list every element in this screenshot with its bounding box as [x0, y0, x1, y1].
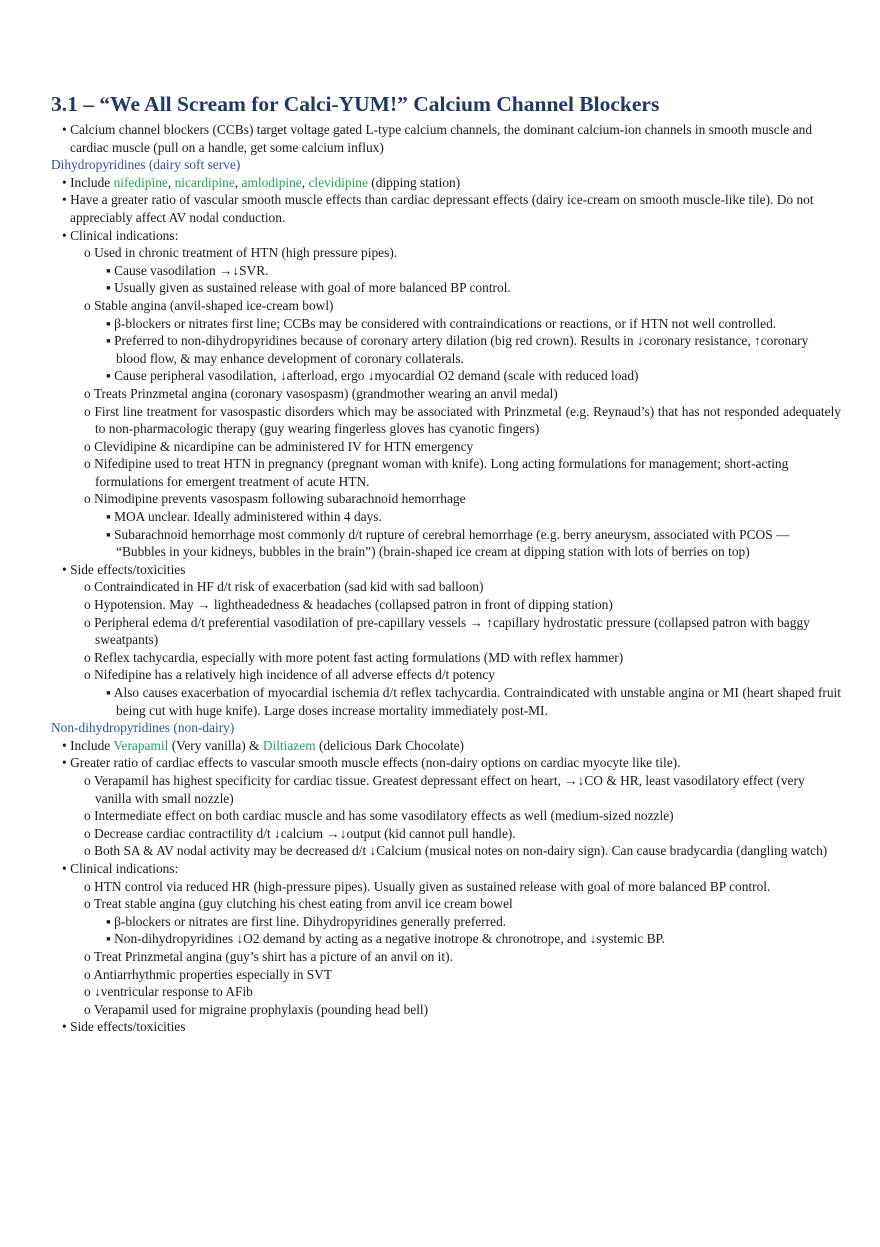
bullet-marker: o: [84, 984, 91, 1000]
item-text: ↓ventricular response to AFib: [94, 984, 253, 1000]
drug-name: Diltiazem: [262, 737, 316, 753]
list-item: [51, 772, 841, 807]
item-text: Calcium channel blockers (CCBs) target voltage gated L-type calcium channels, the dominant calcium-ion channels in smooth muscle and cardiac muscle (pull on a handle, get some calcium influx): [70, 122, 813, 155]
bullet-marker: o: [84, 614, 91, 630]
separator: ,: [234, 174, 242, 190]
item-text: Clinical indications:: [70, 860, 179, 876]
separator: ,: [301, 174, 309, 190]
list-item: [51, 596, 841, 614]
bullet-marker: •: [62, 561, 67, 577]
list-item: [51, 842, 841, 860]
list-item: [51, 121, 841, 156]
list-item: [51, 825, 841, 843]
list-item: [51, 262, 841, 280]
bullet-marker: ▪: [106, 315, 111, 331]
item-text: Clinical indications:: [70, 227, 179, 243]
item-text: Greater ratio of cardiac effects to vascular smooth muscle effects (non-dairy options on cardiac myocyte like tile).: [70, 755, 681, 771]
bullet-marker: o: [84, 649, 91, 665]
item-text: Subarachnoid hemorrhage most commonly d/t rupture of cerebral hemorrhage (e.g. berry aneurysm, associated with PCOS — “Bubbles in your kidneys, bubbles in the brain”) (brain-shaped ice cream at dipping station with lots of berries on top): [114, 526, 790, 560]
bullet-marker: ▪: [106, 262, 111, 278]
item-text: Verapamil used for migraine prophylaxis (pounding head bell): [93, 1001, 429, 1017]
list-item: [51, 983, 841, 1001]
item-text: Intermediate effect on both cardiac muscle and has some vasodilatory effects as well (medium-sized nozzle): [94, 808, 674, 824]
list-item: [51, 578, 841, 596]
list-item: [51, 490, 841, 508]
bullet-marker: ▪: [106, 509, 111, 525]
list-item: [51, 1001, 841, 1019]
item-text: Both SA & AV nodal activity may be decreased d/t ↓Calcium (musical notes on non-dairy sign). Can cause bradycardia (dangling watch): [94, 843, 828, 859]
bullet-marker: ▪: [106, 685, 111, 700]
list-item: [51, 754, 841, 772]
item-text: Cause peripheral vasodilation, ↓afterload, ergo ↓myocardial O2 demand (scale with reduced load): [114, 368, 639, 384]
bullet-marker: o: [84, 1001, 91, 1017]
list-item: [51, 367, 841, 385]
item-text: (delicious Dark Chocolate): [315, 737, 464, 753]
bullet-marker: •: [62, 227, 67, 243]
item-text: Preferred to non-dihydropyridines because of coronary artery dilation (big red crown). Results in ↓coronary resistance, ↑coronary blood flow, & may enhance development of coronary collaterals.: [114, 333, 809, 366]
item-text: Reflex tachycardia, especially with more potent fast acting formulations (MD with reflex hammer): [94, 649, 624, 665]
item-text: Peripheral edema d/t preferential vasodilation of pre-capillary vessels → ↑capillary hydrostatic pressure (collapsed patron with baggy sweatpants): [94, 614, 810, 648]
item-text: Antiarrhythmic properties especially in SVT: [93, 966, 333, 982]
bullet-marker: o: [84, 297, 91, 313]
list-item: [51, 174, 841, 192]
bullet-marker: ▪: [106, 913, 111, 929]
list-item: [51, 614, 841, 649]
item-text: Usually given as sustained release with goal of more balanced BP control.: [114, 280, 511, 296]
list-item: [51, 860, 841, 878]
item-text: Non-dihydropyridines ↓O2 demand by acting as a negative inotrope & chronotrope, and ↓systemic BP.: [114, 931, 665, 947]
item-text: Treat stable angina (guy clutching his chest eating from anvil ice cream bowel: [93, 896, 513, 912]
item-text: Side effects/toxicities: [70, 1019, 186, 1035]
item-text: First line treatment for vasospastic disorders which may be associated with Prinzmetal (e.g. Reynaud’s) that has not responded adequately to non-pharmacologic therapy (guy wearing fingerless gloves has cyanotic fingers): [94, 403, 842, 437]
list-item: [51, 455, 841, 490]
item-text: Hypotension. May → lightheadedness & headaches (collapsed patron in front of dipping station): [94, 597, 613, 613]
list-item: [51, 244, 841, 262]
list-item: [51, 878, 841, 896]
list-item: [51, 948, 841, 966]
item-text: Treat Prinzmetal angina (guy’s shirt has a picture of an anvil on it).: [93, 948, 453, 964]
drug-name: nifedipine: [113, 174, 168, 190]
bullet-marker: •: [62, 755, 67, 771]
bullet-marker: ▪: [106, 931, 111, 947]
drug-name: nicardipine: [174, 174, 235, 190]
bullet-marker: o: [84, 597, 91, 613]
item-text: Nimodipine prevents vasospasm following subarachnoid hemorrhage: [94, 491, 466, 507]
bullet-marker: o: [84, 843, 91, 859]
item-text: Include: [70, 174, 114, 190]
bullet-marker: ▪: [106, 368, 111, 384]
item-text: Treats Prinzmetal angina (coronary vasospasm) (grandmother wearing an anvil medal): [93, 385, 558, 401]
list-item: [51, 508, 841, 526]
bullet-marker: ▪: [106, 333, 111, 349]
item-text: Used in chronic treatment of HTN (high pressure pipes).: [94, 245, 398, 261]
bullet-marker: •: [62, 122, 67, 137]
list-item: [51, 227, 841, 245]
list-item: [51, 191, 841, 226]
bullet-marker: o: [84, 825, 91, 841]
list-item: [51, 403, 841, 438]
list-item: [51, 385, 841, 403]
list-item: [51, 737, 841, 755]
item-text: HTN control via reduced HR (high-pressure pipes). Usually given as sustained release with goal of more balanced BP control.: [94, 878, 771, 894]
bullet-marker: o: [84, 896, 91, 912]
item-text: Side effects/toxicities: [70, 561, 186, 577]
list-item: [51, 966, 841, 984]
item-text: Contraindicated in HF d/t risk of exacerbation (sad kid with sad balloon): [94, 579, 484, 595]
bullet-marker: o: [84, 385, 91, 401]
bullet-marker: o: [84, 456, 91, 472]
list-item: [51, 684, 841, 719]
separator: ,: [167, 174, 175, 190]
list-item: [51, 332, 841, 367]
bullet-marker: o: [84, 245, 91, 261]
item-text: Have a greater ratio of vascular smooth muscle effects than cardiac depressant effects (dairy ice-cream on smooth muscle-like tile). Do not appreciably affect AV nodal conduction.: [70, 192, 814, 225]
list-item: [51, 1018, 841, 1036]
bullet-marker: •: [62, 192, 67, 208]
item-text: Also causes exacerbation of myocardial ischemia d/t reflex tachycardia. Contraindicated with unstable angina or MI (heart shaped fruit being cut with huge knife). Large doses increase mortality immediately post-MI.: [113, 685, 841, 718]
bullet-marker: o: [84, 491, 91, 507]
bullet-marker: ▪: [106, 280, 111, 296]
item-text: (dipping station): [367, 174, 461, 190]
list-item: [51, 895, 841, 913]
page-title: 3.1 – “We All Scream for Calci-YUM!” Calcium Channel Blockers: [51, 92, 660, 116]
item-text: Nifedipine used to treat HTN in pregnancy (pregnant woman with knife). Long acting formulations for management; short-acting formulations for emergent treatment of acute HTN.: [94, 456, 789, 489]
item-text: Verapamil has highest specificity for cardiac tissue. Greatest depressant effect on heart, →↓CO & HR, least vasodilatory effect (very vanilla with small nozzle): [93, 772, 805, 806]
item-text: Decrease cardiac contractility d/t ↓calcium →↓output (kid cannot pull handle).: [94, 825, 516, 841]
item-text: Stable angina (anvil-shaped ice-cream bowl): [94, 297, 334, 313]
list-item: [51, 807, 841, 825]
bullet-marker: •: [62, 1019, 67, 1035]
bullet-marker: o: [84, 667, 91, 683]
bullet-marker: o: [84, 878, 91, 894]
bullet-marker: •: [62, 174, 67, 190]
list-item: [51, 315, 841, 333]
bullet-marker: o: [84, 772, 91, 788]
item-text: β-blockers or nitrates are first line. Dihydropyridines generally preferred.: [114, 913, 507, 929]
bullet-marker: o: [84, 948, 91, 964]
item-text: Include: [70, 737, 114, 753]
bullet-marker: o: [84, 438, 91, 454]
list-item: [51, 438, 841, 456]
list-item: [51, 649, 841, 667]
list-item: [51, 279, 841, 297]
item-text: β-blockers or nitrates first line; CCBs may be considered with contraindications or reactions, or if HTN not well controlled.: [114, 315, 777, 331]
bullet-marker: o: [84, 808, 91, 824]
drug-name: clevidipine: [308, 174, 368, 190]
item-text: (Very vanilla) &: [168, 737, 263, 753]
list-item: [51, 666, 841, 684]
bullet-marker: ▪: [106, 526, 111, 542]
document-body: [51, 121, 841, 1036]
bullet-marker: o: [84, 579, 91, 595]
bullet-marker: o: [84, 966, 91, 982]
section-heading-dihydropyridines: Dihydropyridines (dairy soft serve): [51, 157, 241, 173]
item-text: Cause vasodilation →↓SVR.: [114, 262, 269, 278]
bullet-marker: •: [62, 860, 67, 876]
item-text: Clevidipine & nicardipine can be administered IV for HTN emergency: [94, 438, 474, 454]
list-item: [51, 526, 841, 561]
bullet-marker: o: [84, 403, 91, 419]
item-text: MOA unclear. Ideally administered within 4 days.: [114, 509, 382, 525]
item-text: Nifedipine has a relatively high incidence of all adverse effects d/t potency: [94, 667, 496, 683]
list-item: [51, 561, 841, 579]
section-heading-non-dihydropyridines: Non-dihydropyridines (non-dairy): [51, 720, 235, 736]
bullet-marker: •: [62, 737, 67, 753]
list-item: [51, 297, 841, 315]
list-item: [51, 913, 841, 931]
list-item: [51, 930, 841, 948]
drug-name: Verapamil: [113, 737, 169, 753]
drug-name: amlodipine: [241, 174, 302, 190]
